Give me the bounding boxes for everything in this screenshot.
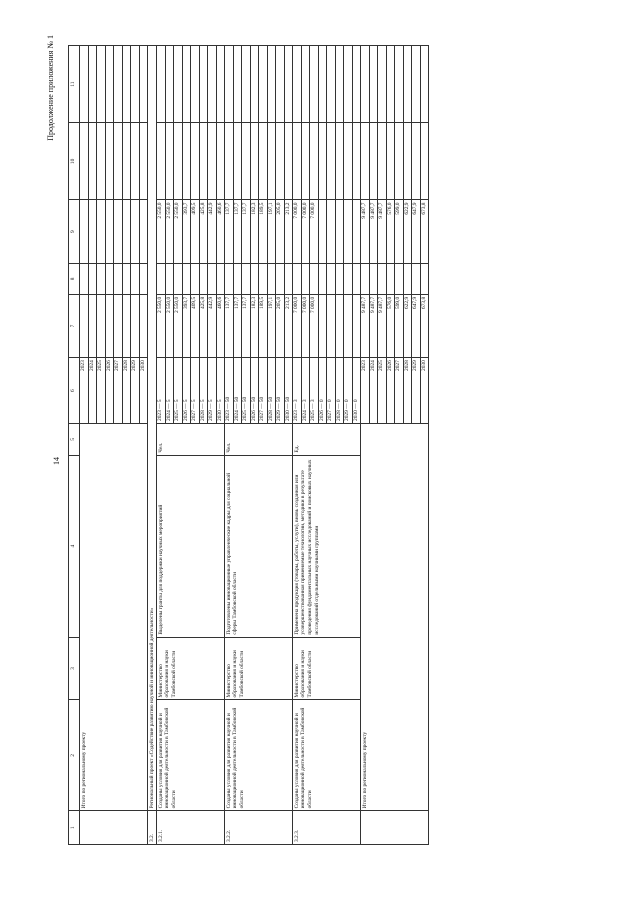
empty-cell	[97, 46, 106, 123]
funding-regional: 2 550,0	[165, 200, 174, 263]
empty-cell	[105, 294, 114, 357]
funding-other	[208, 46, 217, 123]
funding-federal	[361, 263, 370, 294]
funding-regional: 137,7	[242, 200, 251, 263]
funding-federal	[395, 263, 404, 294]
empty-cell	[122, 263, 131, 294]
funding-other	[276, 46, 285, 123]
funding-local	[225, 123, 234, 200]
item-unit: Чел.	[157, 424, 225, 456]
funding-total: 599,0	[395, 294, 404, 357]
funding-local	[395, 123, 404, 200]
empty-cell	[139, 263, 148, 294]
indicator-value: 2026 — 50	[250, 358, 259, 424]
funding-federal	[157, 263, 166, 294]
table-header	[69, 46, 80, 845]
funding-total: 2 550,0	[165, 294, 174, 357]
funding-other	[250, 46, 259, 123]
funding-other	[216, 46, 225, 123]
year-cell: 2023	[361, 358, 370, 424]
funding-total	[335, 294, 344, 357]
funding-local	[267, 123, 276, 200]
funding-other	[233, 46, 242, 123]
indicator-value: 2026 — 0	[318, 358, 327, 424]
funding-regional	[327, 200, 336, 263]
indicator-value: 2028 — 0	[335, 358, 344, 424]
indicator-value: 2026 — 5	[182, 358, 191, 424]
funding-other	[395, 46, 404, 123]
funding-total: 182,3	[250, 294, 259, 357]
funding-regional: 409,5	[191, 200, 200, 263]
item-unit: Ед.	[293, 424, 361, 456]
indicator-value: 2025 — 50	[242, 358, 251, 424]
funding-regional: 9 487,7	[378, 200, 387, 263]
indicator-value: 2029 — 50	[276, 358, 285, 424]
funding-total: 409,5	[191, 294, 200, 357]
table-body	[80, 46, 429, 845]
funding-other	[284, 46, 293, 123]
funding-local	[284, 123, 293, 200]
funding-regional: 189,5	[259, 200, 268, 263]
empty-cell	[88, 46, 97, 123]
funding-other	[259, 46, 268, 123]
funding-total	[318, 294, 327, 357]
total-bottom-row	[361, 46, 370, 845]
header-col-8: 8	[69, 263, 80, 294]
item-event: Выделены гранты для поддержки научных мероприятий	[157, 455, 225, 637]
funding-other	[378, 46, 387, 123]
empty-cell	[80, 294, 89, 357]
funding-local	[318, 123, 327, 200]
funding-other	[352, 46, 361, 123]
funding-local	[412, 123, 421, 200]
total-top-num	[80, 811, 148, 845]
funding-federal	[259, 263, 268, 294]
empty-cell	[80, 123, 89, 200]
header-col-4: 4	[69, 455, 80, 637]
year-cell: 2029	[412, 358, 421, 424]
funding-local	[182, 123, 191, 200]
funding-local	[386, 123, 395, 200]
empty-cell	[131, 200, 140, 263]
funding-other	[344, 46, 353, 123]
funding-total: 425,8	[199, 294, 208, 357]
indicator-value: 2030 — 50	[284, 358, 293, 424]
funding-local	[301, 123, 310, 200]
indicator-value: 2023 — 5	[157, 358, 166, 424]
program-table	[68, 45, 429, 845]
empty-cell	[97, 123, 106, 200]
indicator-value: 2024 — 3	[301, 358, 310, 424]
page-number: 14	[52, 457, 61, 465]
funding-other	[369, 46, 378, 123]
year-cell: 2029	[131, 358, 140, 424]
funding-regional: 7 000,0	[293, 200, 302, 263]
funding-total: 7 000,0	[301, 294, 310, 357]
funding-regional: 647,9	[412, 200, 421, 263]
funding-total	[344, 294, 353, 357]
funding-other	[157, 46, 166, 123]
funding-regional: 425,8	[199, 200, 208, 263]
funding-other	[165, 46, 174, 123]
funding-local	[420, 123, 429, 200]
indicator-value: 2027 — 50	[259, 358, 268, 424]
year-cell: 2023	[80, 358, 89, 424]
funding-total: 7 000,0	[310, 294, 319, 357]
empty-cell	[114, 46, 123, 123]
funding-federal	[242, 263, 251, 294]
funding-federal	[199, 263, 208, 294]
funding-other	[361, 46, 370, 123]
empty-cell	[122, 200, 131, 263]
funding-regional: 673,8	[420, 200, 429, 263]
funding-federal	[344, 263, 353, 294]
funding-total	[352, 294, 361, 357]
year-cell: 2026	[386, 358, 395, 424]
funding-local	[310, 123, 319, 200]
funding-other	[420, 46, 429, 123]
funding-regional: 9 487,7	[369, 200, 378, 263]
item-num: 3.2.2.	[225, 811, 293, 845]
empty-cell	[139, 200, 148, 263]
funding-local	[216, 123, 225, 200]
year-cell: 2025	[378, 358, 387, 424]
year-cell: 2024	[369, 358, 378, 424]
funding-total: 442,9	[208, 294, 217, 357]
funding-total: 673,8	[420, 294, 429, 357]
funding-federal	[318, 263, 327, 294]
empty-cell	[97, 263, 106, 294]
indicator-value: 2028 — 5	[199, 358, 208, 424]
empty-cell	[88, 200, 97, 263]
item-task: Созданы условия для развития научной и инновационной деятельности в Тамбовской области	[157, 700, 225, 811]
funding-local	[250, 123, 259, 200]
project-title: Региональный проект «Содействие развитию научной и инновационной деятельности»	[148, 46, 157, 811]
funding-other	[327, 46, 336, 123]
year-cell: 2024	[88, 358, 97, 424]
total-top-row	[80, 46, 89, 845]
funding-regional: 599,0	[395, 200, 404, 263]
indicator-value: 2024 — 5	[165, 358, 174, 424]
empty-cell	[131, 46, 140, 123]
funding-other	[386, 46, 395, 123]
funding-total: 647,9	[412, 294, 421, 357]
empty-cell	[139, 123, 148, 200]
indicator-value: 2024 — 50	[233, 358, 242, 424]
funding-other	[310, 46, 319, 123]
funding-local	[344, 123, 353, 200]
empty-cell	[97, 294, 106, 357]
funding-other	[412, 46, 421, 123]
funding-federal	[216, 263, 225, 294]
funding-local	[199, 123, 208, 200]
empty-cell	[105, 200, 114, 263]
empty-cell	[80, 46, 89, 123]
project-num: 3.2.	[148, 811, 157, 845]
funding-regional: 393,7	[182, 200, 191, 263]
empty-cell	[80, 263, 89, 294]
year-cell: 2027	[395, 358, 404, 424]
funding-total: 137,7	[242, 294, 251, 357]
header-col-7: 7	[69, 294, 80, 357]
project-row	[148, 46, 157, 845]
funding-local	[259, 123, 268, 200]
funding-regional: 622,9	[403, 200, 412, 263]
indicator-value: 2025 — 3	[310, 358, 319, 424]
funding-total: 393,7	[182, 294, 191, 357]
item-executor: Министерство образования и науки Тамбовской области	[225, 637, 293, 700]
funding-local	[369, 123, 378, 200]
empty-cell	[122, 294, 131, 357]
year-cell: 2027	[114, 358, 123, 424]
funding-regional: 7 000,0	[310, 200, 319, 263]
funding-federal	[276, 263, 285, 294]
funding-other	[174, 46, 183, 123]
year-cell: 2028	[122, 358, 131, 424]
funding-federal	[174, 263, 183, 294]
funding-federal	[208, 263, 217, 294]
empty-cell	[139, 46, 148, 123]
header-col-11: 11	[69, 46, 80, 123]
funding-other	[182, 46, 191, 123]
empty-cell	[122, 123, 131, 200]
funding-total: 137,7	[225, 294, 234, 357]
funding-regional: 576,0	[386, 200, 395, 263]
funding-regional: 213,2	[284, 200, 293, 263]
funding-federal	[412, 263, 421, 294]
funding-total: 9 487,7	[378, 294, 387, 357]
funding-federal	[250, 263, 259, 294]
funding-total: 2 550,0	[157, 294, 166, 357]
funding-federal	[293, 263, 302, 294]
item-unit: Чел.	[225, 424, 293, 456]
funding-regional: 137,7	[233, 200, 242, 263]
funding-federal	[310, 263, 319, 294]
funding-other	[267, 46, 276, 123]
funding-local	[191, 123, 200, 200]
item-event: Подготовлены инновационные управленческие кадры для социальной сферы Тамбовской области	[225, 455, 293, 637]
funding-total: 2 550,0	[174, 294, 183, 357]
funding-local	[174, 123, 183, 200]
funding-local	[335, 123, 344, 200]
empty-cell	[131, 263, 140, 294]
funding-federal	[267, 263, 276, 294]
funding-total: 197,1	[267, 294, 276, 357]
funding-local	[233, 123, 242, 200]
funding-other	[335, 46, 344, 123]
indicator-value: 2029 — 5	[208, 358, 217, 424]
item-num: 3.2.3.	[293, 811, 361, 845]
funding-total	[327, 294, 336, 357]
indicator-value: 2023 — 50	[225, 358, 234, 424]
funding-other	[403, 46, 412, 123]
funding-regional: 205,0	[276, 200, 285, 263]
empty-cell	[114, 263, 123, 294]
empty-cell	[122, 46, 131, 123]
funding-federal	[378, 263, 387, 294]
funding-other	[191, 46, 200, 123]
funding-federal	[386, 263, 395, 294]
funding-total: 622,9	[403, 294, 412, 357]
funding-local	[165, 123, 174, 200]
header-col-2: 2	[69, 700, 80, 811]
empty-cell	[88, 294, 97, 357]
empty-cell	[97, 200, 106, 263]
funding-federal	[301, 263, 310, 294]
item-num: 3.2.1.	[157, 811, 225, 845]
year-cell: 2025	[97, 358, 106, 424]
item-row	[157, 46, 166, 845]
empty-cell	[105, 123, 114, 200]
indicator-value: 2030 — 5	[216, 358, 225, 424]
funding-regional: 7 000,0	[301, 200, 310, 263]
funding-total: 213,2	[284, 294, 293, 357]
item-row	[225, 46, 234, 845]
empty-cell	[114, 294, 123, 357]
funding-other	[225, 46, 234, 123]
funding-federal	[403, 263, 412, 294]
funding-regional: 460,6	[216, 200, 225, 263]
funding-regional: 2 550,0	[174, 200, 183, 263]
funding-local	[242, 123, 251, 200]
funding-federal	[420, 263, 429, 294]
funding-total: 189,5	[259, 294, 268, 357]
funding-federal	[233, 263, 242, 294]
rotated-page	[46, 35, 598, 845]
total-bottom-num	[361, 811, 429, 845]
funding-regional	[318, 200, 327, 263]
empty-cell	[88, 263, 97, 294]
funding-other	[301, 46, 310, 123]
funding-local	[276, 123, 285, 200]
funding-regional: 442,9	[208, 200, 217, 263]
empty-cell	[80, 200, 89, 263]
empty-cell	[131, 294, 140, 357]
funding-total: 9 487,7	[361, 294, 370, 357]
header-col-9: 9	[69, 200, 80, 263]
empty-cell	[105, 263, 114, 294]
funding-other	[318, 46, 327, 123]
indicator-value: 2029 — 0	[344, 358, 353, 424]
header-col-1: 1	[69, 811, 80, 845]
funding-regional: 2 550,0	[157, 200, 166, 263]
funding-regional: 197,1	[267, 200, 276, 263]
funding-regional: 182,3	[250, 200, 259, 263]
funding-total: 137,7	[233, 294, 242, 357]
item-executor: Министерство образования и науки Тамбовской области	[293, 637, 361, 700]
indicator-value: 2027 — 5	[191, 358, 200, 424]
empty-cell	[131, 123, 140, 200]
funding-total: 9 487,7	[369, 294, 378, 357]
header-col-10: 10	[69, 123, 80, 200]
year-cell: 2026	[105, 358, 114, 424]
funding-federal	[182, 263, 191, 294]
funding-federal	[369, 263, 378, 294]
funding-other	[293, 46, 302, 123]
empty-cell	[139, 294, 148, 357]
item-task: Созданы условия для развития научной и инновационной деятельности в Тамбовской области	[225, 700, 293, 811]
item-executor: Министерство образования и науки Тамбовской области	[157, 637, 225, 700]
indicator-value: 2023 — 3	[293, 358, 302, 424]
header-col-5: 5	[69, 424, 80, 456]
funding-total: 7 000,0	[293, 294, 302, 357]
funding-local	[352, 123, 361, 200]
funding-local	[157, 123, 166, 200]
indicator-value: 2027 — 0	[327, 358, 336, 424]
empty-cell	[114, 123, 123, 200]
funding-local	[378, 123, 387, 200]
funding-federal	[225, 263, 234, 294]
funding-federal	[335, 263, 344, 294]
funding-regional: 9 487,7	[361, 200, 370, 263]
item-row	[293, 46, 302, 845]
empty-cell	[105, 46, 114, 123]
funding-local	[327, 123, 336, 200]
item-task: Созданы условия для развития научной и инновационной деятельности в Тамбовской области	[293, 700, 361, 811]
funding-local	[208, 123, 217, 200]
indicator-value: 2025 — 5	[174, 358, 183, 424]
empty-cell	[88, 123, 97, 200]
funding-total: 205,0	[276, 294, 285, 357]
year-cell: 2030	[420, 358, 429, 424]
funding-regional	[352, 200, 361, 263]
year-cell: 2030	[139, 358, 148, 424]
funding-local	[293, 123, 302, 200]
year-cell: 2028	[403, 358, 412, 424]
funding-regional	[344, 200, 353, 263]
funding-total: 460,6	[216, 294, 225, 357]
funding-other	[242, 46, 251, 123]
total-bottom-label: Итого по региональному проекту	[361, 424, 429, 811]
funding-other	[199, 46, 208, 123]
indicator-value: 2030 — 0	[352, 358, 361, 424]
funding-federal	[352, 263, 361, 294]
empty-cell	[114, 200, 123, 263]
funding-local	[361, 123, 370, 200]
funding-federal	[165, 263, 174, 294]
funding-regional: 137,7	[225, 200, 234, 263]
indicator-value: 2028 — 50	[267, 358, 276, 424]
item-event: Применена продукция (товары, работы, услуги), вновь созданная или усовершенствованная применяемые технологии, методики в результате проведения фундаментальных научных исследований и поисковых научных исследований отдельными научными группами	[293, 455, 361, 637]
funding-federal	[284, 263, 293, 294]
total-top-label: Итого по региональному проекту	[80, 424, 148, 811]
funding-federal	[327, 263, 336, 294]
header-col-6: 6	[69, 358, 80, 424]
header-col-3: 3	[69, 637, 80, 700]
funding-total: 576,0	[386, 294, 395, 357]
funding-federal	[191, 263, 200, 294]
funding-regional	[335, 200, 344, 263]
funding-local	[403, 123, 412, 200]
continuation-note: Продолжение приложения № 1	[46, 35, 55, 141]
